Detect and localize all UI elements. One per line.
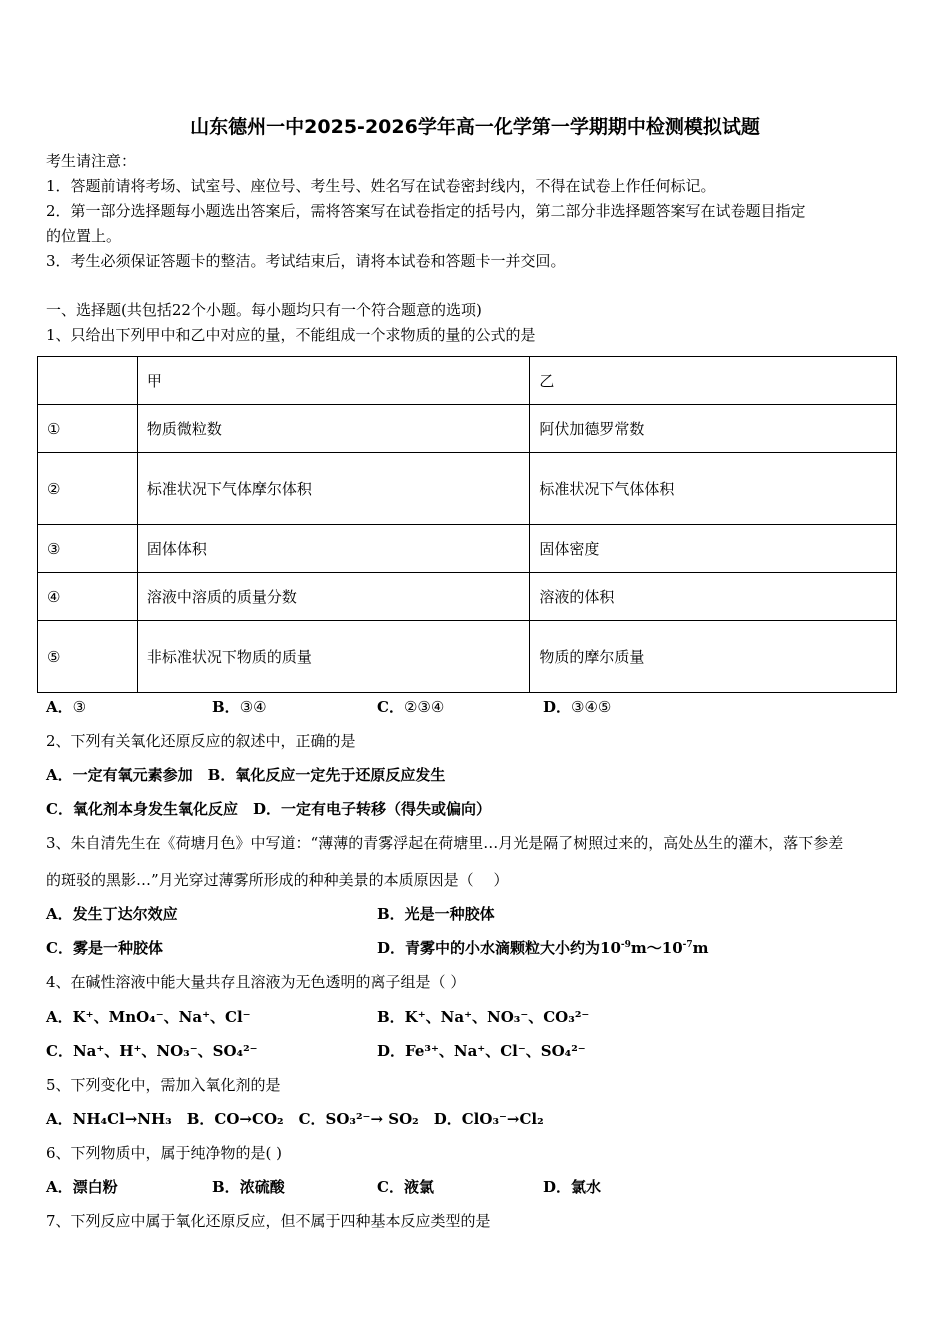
q3-option-b: B．光是一种胶体 bbox=[377, 905, 495, 923]
notice-item-1: 1．答题前请将考场、试室号、座位号、考生号、姓名写在试卷密封线内，不得在试卷上作任何标记。 bbox=[46, 177, 716, 195]
q6-stem: 6、下列物质中，属于纯净物的是( ) bbox=[46, 1144, 283, 1162]
q4-stem: 4、在碱性溶液中能大量共存且溶液为无色透明的离子组是（ ） bbox=[46, 973, 466, 991]
q2-stem: 2、下列有关氧化还原反应的叙述中，正确的是 bbox=[46, 732, 356, 750]
notice-heading: 考生请注意： bbox=[46, 152, 137, 170]
q6-option-b: B．浓硫酸 bbox=[212, 1178, 285, 1196]
q4-option-c: C．Na⁺、H⁺、NO₃⁻、SO₄²⁻ bbox=[46, 1042, 258, 1060]
table-row bbox=[38, 453, 897, 525]
q3-option-a: A．发生丁达尔效应 bbox=[46, 905, 178, 923]
table-cell: 阿伏加德罗常数 bbox=[530, 405, 897, 453]
table-cell bbox=[38, 357, 138, 405]
q3-option-c: C．雾是一种胶体 bbox=[46, 939, 163, 957]
q4-option-a: A．K⁺、MnO₄⁻、Na⁺、Cl⁻ bbox=[46, 1008, 251, 1026]
table-row bbox=[38, 525, 897, 573]
q1-table bbox=[37, 356, 897, 693]
q1-option-a: A．③ bbox=[46, 698, 87, 716]
q2-options-line1: A．一定有氧元素参加 B．氧化反应一定先于还原反应发生 bbox=[46, 766, 446, 784]
section-heading: 一、选择题(共包括22个小题。每小题均只有一个符合题意的选项) bbox=[46, 301, 482, 319]
q5-options: A．NH₄Cl→NH₃ B．CO→CO₂ C．SO₃²⁻→ SO₂ D．ClO₃⁻→Cl₂ bbox=[46, 1110, 544, 1128]
table-row bbox=[38, 405, 897, 453]
table-cell: 物质微粒数 bbox=[137, 405, 530, 453]
table-cell: 溶液中溶质的质量分数 bbox=[137, 573, 530, 621]
q1-option-d: D．③④⑤ bbox=[543, 698, 612, 716]
table-cell: ④ bbox=[38, 573, 138, 621]
q3-stem-cont: 的斑驳的黑影…”月光穿过薄雾所形成的种种美景的本质原因是（ ） bbox=[46, 871, 509, 889]
notice-item-2-cont: 的位置上。 bbox=[46, 227, 122, 245]
table-cell: 固体密度 bbox=[530, 525, 897, 573]
table-row bbox=[38, 621, 897, 693]
notice-item-3: 3．考生必须保证答题卡的整洁。考试结束后，请将本试卷和答题卡一并交回。 bbox=[46, 252, 566, 270]
q1-option-c: C．②③④ bbox=[377, 698, 445, 716]
table-cell: 固体体积 bbox=[137, 525, 530, 573]
q1-option-b: B．③④ bbox=[212, 698, 267, 716]
q7-stem: 7、下列反应中属于氧化还原反应，但不属于四种基本反应类型的是 bbox=[46, 1212, 491, 1230]
q3-stem: 3、朱自清先生在《荷塘月色》中写道：“薄薄的青雾浮起在荷塘里…月光是隔了树照过来的，高处丛生的灌木，落下参差 bbox=[46, 834, 844, 852]
table-cell: 标准状况下气体体积 bbox=[530, 453, 897, 525]
table-cell: 溶液的体积 bbox=[530, 573, 897, 621]
q4-option-b: B．K⁺、Na⁺、NO₃⁻、CO₃²⁻ bbox=[377, 1008, 590, 1026]
table-cell: 乙 bbox=[530, 357, 897, 405]
table-row bbox=[38, 573, 897, 621]
table-header-row bbox=[38, 357, 897, 405]
q6-option-d: D．氯水 bbox=[543, 1178, 602, 1196]
q6-option-c: C．液氯 bbox=[377, 1178, 434, 1196]
exam-title: 山东德州一中2025-2026学年高一化学第一学期期中检测模拟试题 bbox=[190, 116, 760, 138]
table-cell: 甲 bbox=[137, 357, 530, 405]
table-cell: 非标准状况下物质的质量 bbox=[137, 621, 530, 693]
q3-option-d: D．青雾中的小水滴颗粒大小约为$10^{-9}m\sim 10^{-7}m$ bbox=[377, 939, 709, 957]
q5-stem: 5、下列变化中，需加入氧化剂的是 bbox=[46, 1076, 281, 1094]
table-cell: ③ bbox=[38, 525, 138, 573]
table-cell: 物质的摩尔质量 bbox=[530, 621, 897, 693]
q6-option-a: A．漂白粉 bbox=[46, 1178, 118, 1196]
q1-stem: 1、只给出下列甲中和乙中对应的量，不能组成一个求物质的量的公式的是 bbox=[46, 326, 536, 344]
q2-options-line2: C．氧化剂本身发生氧化反应 D．一定有电子转移（得失或偏向） bbox=[46, 800, 491, 818]
table-cell: ① bbox=[38, 405, 138, 453]
table-cell: ② bbox=[38, 453, 138, 525]
q4-option-d: D．Fe³⁺、Na⁺、Cl⁻、SO₄²⁻ bbox=[377, 1042, 586, 1060]
notice-item-2: 2．第一部分选择题每小题选出答案后，需将答案写在试卷指定的括号内，第二部分非选择题答案写在试卷题目指定 bbox=[46, 202, 806, 220]
table-cell: 标准状况下气体摩尔体积 bbox=[137, 453, 530, 525]
table-cell: ⑤ bbox=[38, 621, 138, 693]
